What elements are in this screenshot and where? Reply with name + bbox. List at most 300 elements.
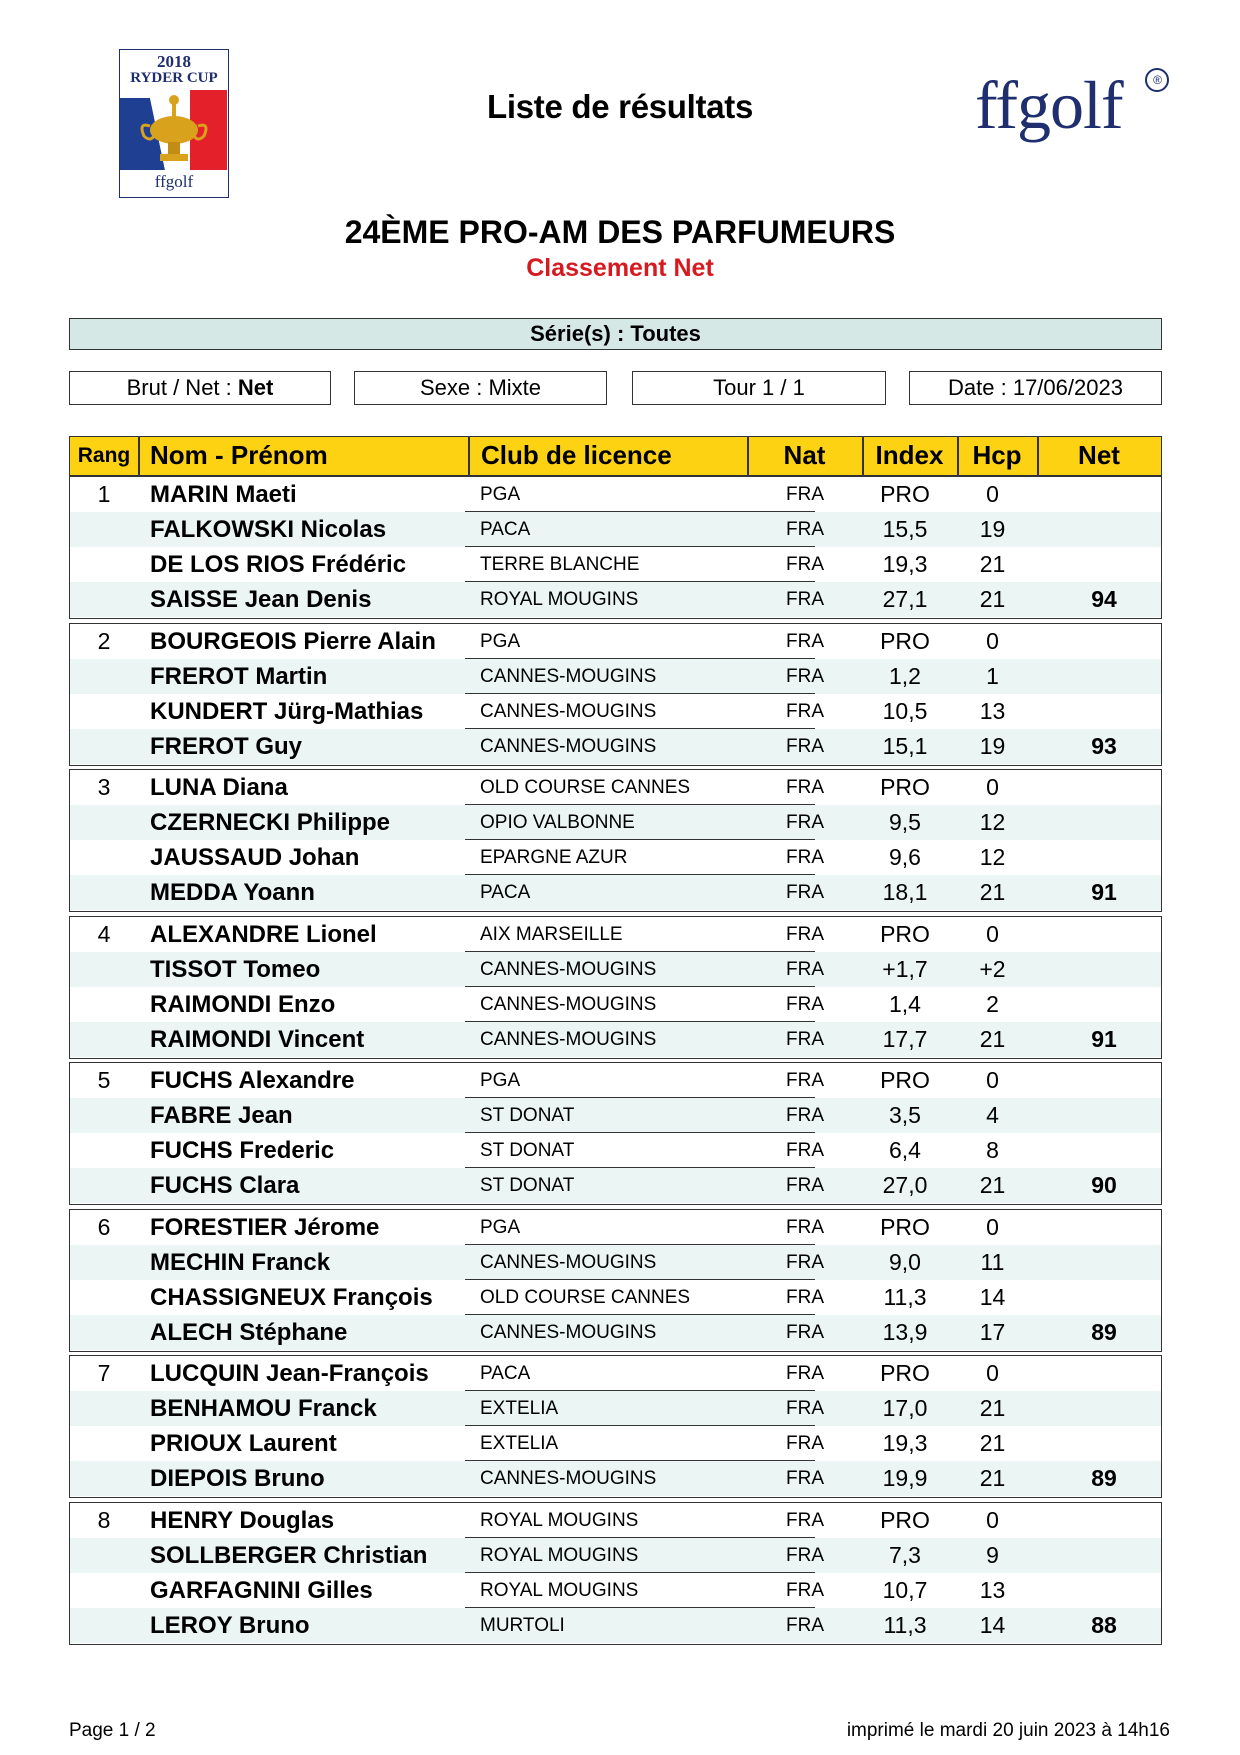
results-table-header — [69, 436, 1162, 476]
player-last-name: FREROT — [150, 662, 249, 690]
table-row — [70, 1245, 1161, 1280]
team-group — [69, 1502, 1162, 1645]
player-name — [150, 547, 406, 582]
series-filter: Série(s) : Toutes — [69, 318, 1162, 350]
header-rang: Rang — [77, 444, 131, 467]
player-first-name: Vincent — [278, 1025, 365, 1053]
hcp-cell: 17 — [979, 1318, 1006, 1345]
player-last-name: MECHIN — [150, 1248, 245, 1276]
index-cell: 17,7 — [882, 1025, 928, 1052]
hcp-cell: 0 — [986, 920, 999, 947]
player-first-name: Jean — [238, 1102, 293, 1129]
net-score-cell: 89 — [1091, 1318, 1117, 1345]
player-name — [150, 1133, 334, 1168]
player-first-name: Philippe — [296, 809, 391, 836]
player-last-name: GARFAGNINI — [150, 1576, 301, 1604]
event-subtitle: Classement Net — [526, 254, 714, 282]
table-row — [70, 694, 1161, 729]
nat-cell: FRA — [786, 1321, 824, 1343]
player-name — [150, 917, 377, 952]
player-last-name: FALKOWSKI — [150, 516, 294, 543]
nat-cell: FRA — [786, 589, 824, 610]
table-row — [70, 805, 1161, 840]
player-last-name: RAIMONDI — [150, 990, 272, 1018]
player-name — [150, 729, 302, 764]
table-row — [70, 987, 1161, 1022]
header-nat: Nat — [783, 440, 826, 470]
hcp-cell: 19 — [979, 732, 1006, 759]
ffgolf-logo — [975, 66, 1175, 156]
player-first-name: Gilles — [307, 1576, 373, 1604]
index-cell: +1,7 — [882, 955, 928, 982]
club-cell: CANNES-MOUGINS — [480, 700, 657, 722]
hcp-cell: 0 — [986, 1506, 999, 1533]
hcp-cell: 21 — [979, 1430, 1006, 1456]
registered-icon: ® — [1145, 68, 1169, 92]
player-name — [150, 512, 386, 547]
player-first-name: Jérome — [294, 1213, 380, 1241]
player-last-name: KUNDERT — [150, 697, 268, 725]
net-score-cell: 88 — [1091, 1611, 1117, 1638]
club-cell: OPIO VALBONNE — [480, 812, 635, 833]
player-first-name: Lionel — [306, 920, 377, 948]
hcp-cell: 21 — [979, 551, 1006, 577]
nat-cell: FRA — [786, 519, 824, 540]
nat-cell: FRA — [786, 1363, 824, 1384]
header-net: Net — [1078, 440, 1120, 470]
sexe-filter: Sexe : Mixte — [354, 371, 607, 405]
date-filter: Date : 17/06/2023 — [909, 371, 1162, 405]
player-last-name: FUCHS — [150, 1137, 233, 1164]
hcp-cell: 1 — [986, 662, 999, 689]
brut-net-label: Brut / Net : — [126, 375, 232, 400]
club-cell: TERRE BLANCHE — [480, 554, 640, 575]
event-title: 24ÈME PRO-AM DES PARFUMEURS — [344, 214, 896, 250]
table-row — [70, 875, 1161, 910]
player-last-name: ALEXANDRE — [150, 920, 300, 948]
player-last-name: LUCQUIN — [150, 1360, 260, 1387]
table-row — [70, 1461, 1161, 1496]
nat-cell: FRA — [786, 1070, 824, 1091]
table-row — [70, 952, 1161, 987]
index-cell: 17,0 — [882, 1395, 928, 1421]
player-name — [150, 1168, 299, 1203]
hcp-cell: 8 — [986, 1137, 999, 1163]
index-cell: PRO — [880, 1506, 930, 1533]
hcp-cell: 9 — [986, 1541, 999, 1568]
hcp-cell: +2 — [979, 955, 1006, 982]
player-name — [150, 1063, 355, 1098]
club-cell: CANNES-MOUGINS — [480, 1251, 657, 1273]
club-cell: PGA — [480, 630, 521, 652]
player-first-name: Jürg-Mathias — [274, 697, 424, 725]
hcp-cell: 0 — [986, 1213, 999, 1240]
player-first-name: Martin — [255, 662, 328, 690]
team-group — [69, 1355, 1162, 1498]
club-cell: OLD COURSE CANNES — [480, 1286, 691, 1308]
index-cell: PRO — [880, 920, 930, 947]
player-last-name: DIEPOIS — [150, 1465, 248, 1492]
nat-cell: FRA — [786, 1509, 824, 1531]
club-cell: PGA — [480, 484, 521, 505]
player-first-name: Nicolas — [300, 516, 387, 543]
club-cell: OLD COURSE CANNES — [480, 777, 691, 798]
club-cell: ROYAL MOUGINS — [480, 589, 639, 610]
player-name — [150, 770, 288, 805]
player-name — [150, 840, 359, 875]
rank-cell: 2 — [97, 627, 111, 654]
ffgolf-wordmark: ffgolf — [975, 67, 1123, 143]
player-last-name: LUNA — [150, 774, 216, 801]
rank-cell: 7 — [97, 1360, 111, 1386]
table-row — [70, 917, 1161, 952]
table-row — [70, 1538, 1161, 1573]
table-row — [70, 1168, 1161, 1203]
nat-cell: FRA — [786, 1433, 824, 1454]
club-cell: CANNES-MOUGINS — [480, 1028, 657, 1050]
index-cell: 1,4 — [889, 990, 921, 1017]
club-cell: ST DONAT — [480, 1175, 575, 1196]
player-name — [150, 1538, 427, 1573]
index-cell: 27,0 — [882, 1172, 928, 1198]
index-cell: 10,5 — [882, 697, 928, 724]
club-cell: PACA — [480, 1363, 531, 1384]
nat-cell: FRA — [786, 777, 824, 798]
player-name — [150, 875, 315, 910]
player-name — [150, 1573, 373, 1608]
player-last-name: FUCHS — [150, 1172, 233, 1199]
nat-cell: FRA — [786, 630, 824, 652]
hcp-cell: 21 — [979, 1025, 1006, 1052]
hcp-cell: 21 — [979, 1465, 1006, 1491]
player-first-name: Yoann — [243, 879, 315, 906]
player-first-name: Diana — [222, 774, 288, 801]
index-cell: 19,3 — [882, 1430, 928, 1456]
rank-cell: 3 — [97, 774, 111, 800]
nat-cell: FRA — [786, 882, 824, 903]
player-name — [150, 1210, 379, 1245]
hcp-cell: 12 — [979, 809, 1006, 835]
brut-net-filter — [69, 371, 331, 405]
club-cell: PGA — [480, 1070, 521, 1091]
player-first-name: Douglas — [239, 1506, 335, 1534]
net-score-cell: 93 — [1091, 732, 1117, 759]
player-last-name: TISSOT — [150, 955, 237, 983]
team-group — [69, 476, 1162, 619]
nat-cell: FRA — [786, 993, 824, 1015]
index-cell: PRO — [880, 1213, 930, 1240]
hcp-cell: 11 — [980, 1248, 1005, 1275]
player-name — [150, 1022, 364, 1057]
index-cell: 1,2 — [889, 662, 921, 689]
hcp-cell: 0 — [986, 1067, 999, 1093]
player-first-name: Enzo — [278, 990, 336, 1018]
team-group — [69, 1062, 1162, 1205]
team-group — [69, 916, 1162, 1059]
nat-cell: FRA — [786, 923, 824, 945]
nat-cell: FRA — [786, 1216, 824, 1238]
hcp-cell: 19 — [979, 516, 1006, 542]
club-cell: CANNES-MOUGINS — [480, 735, 657, 757]
player-first-name: Johan — [288, 844, 360, 871]
table-row — [70, 729, 1161, 764]
club-cell: EXTELIA — [480, 1433, 559, 1454]
table-row — [70, 1063, 1161, 1098]
nat-cell: FRA — [786, 958, 824, 980]
player-name — [150, 805, 390, 840]
nat-cell: FRA — [786, 735, 824, 757]
table-row — [70, 770, 1161, 805]
player-last-name: JAUSSAUD — [150, 844, 283, 871]
player-last-name: PRIOUX — [150, 1430, 243, 1457]
table-row — [70, 477, 1161, 512]
hcp-cell: 13 — [979, 697, 1006, 724]
index-cell: 19,9 — [882, 1465, 928, 1491]
player-last-name: SOLLBERGER — [150, 1541, 317, 1569]
logo-year: 2018 — [157, 52, 191, 71]
table-row — [70, 512, 1161, 547]
index-cell: 11,3 — [883, 1283, 927, 1310]
table-row — [70, 1608, 1161, 1643]
player-first-name: Laurent — [248, 1430, 337, 1457]
nat-cell: FRA — [786, 1579, 824, 1601]
nat-cell: FRA — [786, 554, 824, 575]
index-cell: 19,3 — [882, 551, 928, 577]
nat-cell: FRA — [786, 484, 824, 505]
hcp-cell: 2 — [986, 990, 999, 1017]
player-last-name: BENHAMOU — [150, 1395, 292, 1422]
player-first-name: Franck — [251, 1248, 331, 1276]
player-first-name: Jean-François — [266, 1360, 429, 1387]
club-cell: EPARGNE AZUR — [480, 847, 628, 868]
table-row — [70, 1503, 1161, 1538]
club-cell: CANNES-MOUGINS — [480, 1321, 657, 1343]
club-cell: PGA — [480, 1216, 521, 1238]
header-index: Index — [875, 440, 944, 470]
table-row — [70, 1133, 1161, 1168]
index-cell: 11,3 — [883, 1611, 927, 1638]
table-row — [70, 1391, 1161, 1426]
player-first-name: Stéphane — [239, 1318, 348, 1346]
table-row — [70, 1022, 1161, 1057]
player-last-name: MEDDA — [150, 879, 238, 906]
header-name: Nom - Prénom — [150, 440, 328, 470]
nat-cell: FRA — [786, 1544, 824, 1566]
table-row — [70, 1315, 1161, 1350]
player-name — [150, 1608, 310, 1643]
club-cell: CANNES-MOUGINS — [480, 958, 657, 980]
net-score-cell: 89 — [1091, 1465, 1117, 1491]
index-cell: 3,5 — [889, 1102, 921, 1128]
team-group — [69, 769, 1162, 912]
page-number: Page 1 / 2 — [69, 1720, 156, 1741]
net-score-cell: 91 — [1091, 1025, 1117, 1052]
player-first-name: Alexandre — [238, 1067, 355, 1094]
club-cell: MURTOLI — [480, 1614, 565, 1636]
index-cell: PRO — [880, 1360, 930, 1386]
index-cell: 9,0 — [889, 1248, 921, 1275]
player-last-name: SAISSE — [150, 586, 239, 613]
table-row — [70, 1280, 1161, 1315]
player-name — [150, 624, 436, 659]
player-last-name: FABRE — [150, 1102, 232, 1129]
nat-cell: FRA — [786, 1614, 824, 1636]
player-name — [150, 1426, 337, 1461]
player-name — [150, 987, 335, 1022]
player-last-name: FREROT — [150, 732, 249, 760]
team-group — [69, 623, 1162, 766]
player-name — [150, 582, 371, 617]
nat-cell: FRA — [786, 665, 824, 687]
nat-cell: FRA — [786, 812, 824, 833]
index-cell: PRO — [880, 481, 930, 507]
table-row — [70, 1573, 1161, 1608]
hcp-cell: 21 — [979, 586, 1006, 612]
hcp-cell: 14 — [979, 1283, 1006, 1310]
club-cell: CANNES-MOUGINS — [480, 665, 657, 687]
player-last-name: DE LOS RIOS — [150, 551, 305, 578]
page-title: Liste de résultats — [486, 88, 754, 125]
club-cell: AIX MARSEILLE — [480, 923, 623, 945]
player-first-name: Franck — [298, 1395, 377, 1422]
player-first-name: Christian — [323, 1541, 428, 1569]
player-last-name: LEROY — [150, 1611, 233, 1639]
club-cell: PACA — [480, 882, 531, 903]
club-cell: ROYAL MOUGINS — [480, 1544, 639, 1566]
hcp-cell: 14 — [979, 1611, 1006, 1638]
player-last-name: CZERNECKI — [150, 809, 291, 836]
logo-title: RYDER CUP — [130, 70, 218, 86]
player-name — [150, 477, 297, 512]
print-date: imprimé le mardi 20 juin 2023 à 14h16 — [846, 1720, 1170, 1741]
index-cell: 13,9 — [882, 1318, 928, 1345]
index-cell: 15,1 — [882, 732, 928, 759]
index-cell: PRO — [880, 774, 930, 800]
index-cell: 6,4 — [889, 1137, 921, 1163]
brut-net-value: Net — [237, 375, 274, 400]
player-first-name: Guy — [255, 732, 303, 760]
hcp-cell: 0 — [986, 774, 999, 800]
player-first-name: Tomeo — [243, 955, 321, 983]
player-first-name: Bruno — [254, 1465, 325, 1492]
nat-cell: FRA — [786, 847, 824, 868]
player-first-name: Pierre Alain — [303, 627, 436, 655]
index-cell: PRO — [880, 627, 930, 654]
player-name — [150, 1461, 325, 1496]
index-cell: 9,6 — [889, 844, 921, 870]
hcp-cell: 0 — [986, 627, 999, 654]
player-last-name: MARIN — [150, 481, 229, 508]
nat-cell: FRA — [786, 1140, 824, 1161]
player-last-name: FUCHS — [150, 1067, 233, 1094]
net-score-cell: 90 — [1091, 1172, 1117, 1198]
club-cell: PACA — [480, 519, 531, 540]
index-cell: 27,1 — [882, 586, 928, 612]
index-cell: 9,5 — [889, 809, 921, 835]
club-cell: ROYAL MOUGINS — [480, 1579, 639, 1601]
hcp-cell: 13 — [979, 1576, 1006, 1603]
club-cell: EXTELIA — [480, 1398, 559, 1419]
club-cell: ROYAL MOUGINS — [480, 1509, 639, 1531]
club-cell: CANNES-MOUGINS — [480, 993, 657, 1015]
table-row — [70, 1426, 1161, 1461]
hcp-cell: 0 — [986, 481, 999, 507]
player-last-name: FORESTIER — [150, 1213, 288, 1241]
player-first-name: Maeti — [235, 481, 297, 508]
player-name — [150, 1356, 429, 1391]
team-group — [69, 1209, 1162, 1352]
table-row — [70, 1210, 1161, 1245]
tour-filter: Tour 1 / 1 — [632, 371, 886, 405]
table-row — [70, 1098, 1161, 1133]
table-row — [70, 1356, 1161, 1391]
player-last-name: CHASSIGNEUX — [150, 1283, 327, 1311]
rank-cell: 4 — [97, 920, 111, 947]
player-name — [150, 1315, 347, 1350]
player-name — [150, 1098, 293, 1133]
player-name — [150, 659, 327, 694]
club-cell: ST DONAT — [480, 1140, 575, 1161]
nat-cell: FRA — [786, 1398, 824, 1419]
player-last-name: HENRY — [150, 1506, 233, 1534]
player-name — [150, 952, 320, 987]
player-last-name: BOURGEOIS — [150, 627, 297, 655]
player-name — [150, 1280, 433, 1315]
table-row — [70, 624, 1161, 659]
index-cell: 10,7 — [882, 1576, 928, 1603]
rank-cell: 1 — [97, 481, 111, 507]
rank-cell: 5 — [97, 1067, 111, 1093]
player-first-name: Clara — [239, 1172, 300, 1199]
table-row — [70, 659, 1161, 694]
hcp-cell: 21 — [979, 879, 1006, 905]
nat-cell: FRA — [786, 1251, 824, 1273]
nat-cell: FRA — [786, 1105, 824, 1126]
table-row — [70, 547, 1161, 582]
hcp-cell: 21 — [979, 1395, 1006, 1421]
nat-cell: FRA — [786, 1175, 824, 1196]
player-name — [150, 1503, 334, 1538]
rank-cell: 6 — [97, 1213, 111, 1240]
net-score-cell: 94 — [1091, 586, 1117, 612]
player-name — [150, 694, 423, 729]
index-cell: PRO — [880, 1067, 930, 1093]
nat-cell: FRA — [786, 1028, 824, 1050]
header-club: Club de licence — [481, 440, 672, 470]
nat-cell: FRA — [786, 1286, 824, 1308]
club-cell: ST DONAT — [480, 1105, 575, 1126]
index-cell: 18,1 — [882, 879, 928, 905]
player-first-name: Frederic — [239, 1137, 335, 1164]
header-hcp: Hcp — [972, 440, 1022, 470]
rank-cell: 8 — [97, 1506, 111, 1533]
table-row — [70, 582, 1161, 617]
player-first-name: Jean Denis — [244, 586, 372, 613]
index-cell: 7,3 — [889, 1541, 921, 1568]
player-last-name: RAIMONDI — [150, 1025, 272, 1053]
hcp-cell: 12 — [979, 844, 1006, 870]
nat-cell: FRA — [786, 700, 824, 722]
net-score-cell: 91 — [1091, 879, 1117, 905]
hcp-cell: 21 — [979, 1172, 1006, 1198]
player-first-name: Bruno — [238, 1611, 310, 1639]
index-cell: 15,5 — [882, 516, 928, 542]
player-first-name: Frédéric — [311, 551, 407, 578]
player-last-name: ALECH — [150, 1318, 233, 1346]
nat-cell: FRA — [786, 1468, 824, 1489]
logo-brand: ffgolf — [154, 172, 194, 191]
hcp-cell: 0 — [986, 1360, 999, 1386]
